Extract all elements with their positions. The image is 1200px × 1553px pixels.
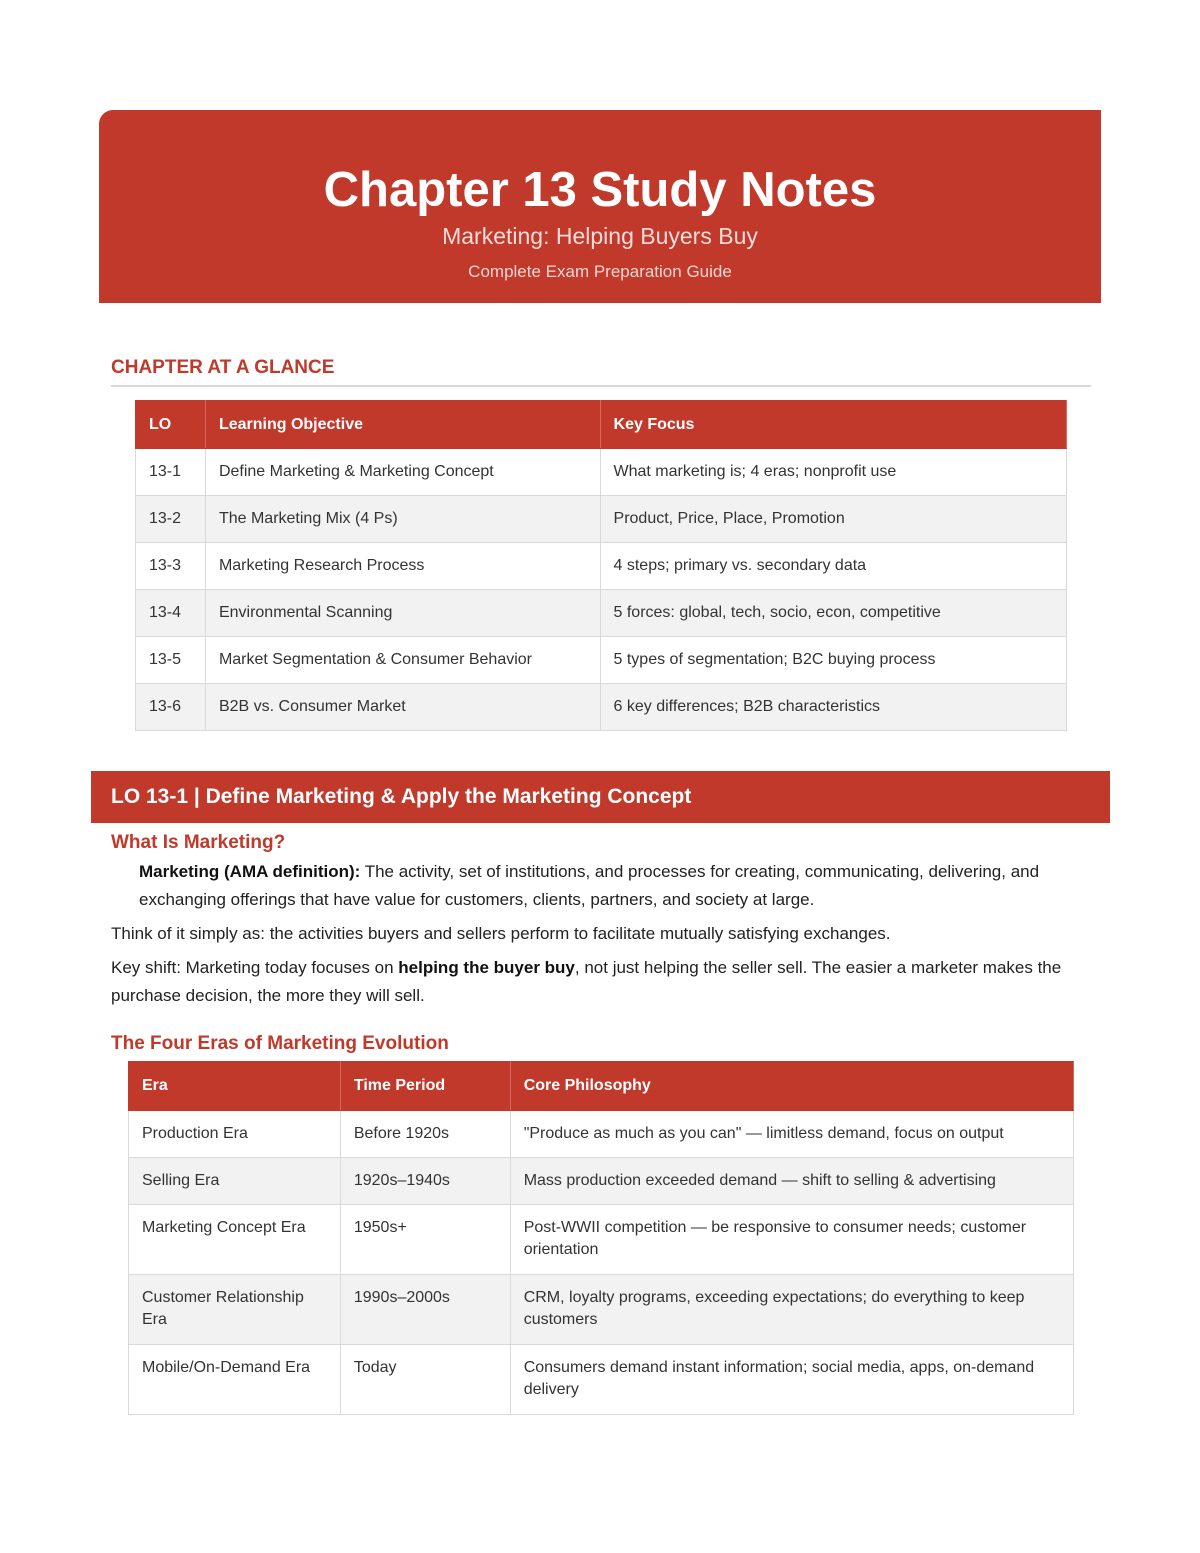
table-cell: 4 steps; primary vs. secondary data — [600, 543, 1066, 590]
table-cell: Market Segmentation & Consumer Behavior — [205, 637, 600, 684]
table-cell: Define Marketing & Marketing Concept — [205, 449, 600, 496]
table-cell: 6 key differences; B2B characteristics — [600, 684, 1066, 731]
table-cell: 13-2 — [136, 496, 206, 543]
table-row — [129, 1158, 1074, 1205]
table-row — [136, 684, 1067, 731]
table-row — [129, 1111, 1074, 1158]
table-row — [129, 1345, 1074, 1415]
eras-table — [128, 1061, 1074, 1415]
column-header: Key Focus — [600, 401, 1066, 449]
table-cell: Today — [340, 1345, 510, 1415]
table-cell: B2B vs. Consumer Market — [205, 684, 600, 731]
what-is-marketing-heading: What Is Marketing? — [111, 832, 286, 853]
key-shift-paragraph — [111, 954, 1101, 1010]
table-cell: Before 1920s — [340, 1111, 510, 1158]
table-cell: "Produce as much as you can" — limitless demand, focus on output — [510, 1111, 1073, 1158]
glance-heading: CHAPTER AT A GLANCE — [111, 357, 335, 378]
definition-term: Marketing (AMA definition): — [139, 862, 361, 881]
shift-emphasis: helping the buyer buy — [398, 958, 575, 977]
column-header: Learning Objective — [205, 401, 600, 449]
table-cell: Customer Relationship Era — [129, 1275, 341, 1345]
table-cell: 13-3 — [136, 543, 206, 590]
table-cell: Consumers demand instant information; social media, apps, on-demand delivery — [510, 1345, 1073, 1415]
marketing-definition — [139, 858, 1099, 914]
glance-divider — [111, 385, 1091, 387]
table-cell: 13-5 — [136, 637, 206, 684]
table-cell: Mass production exceeded demand — shift to selling & advertising — [510, 1158, 1073, 1205]
table-cell: 13-6 — [136, 684, 206, 731]
table-cell: Post-WWII competition — be responsive to consumer needs; customer orientation — [510, 1205, 1073, 1275]
table-cell: Product, Price, Place, Promotion — [600, 496, 1066, 543]
shift-suffix: , not just helping the seller sell. The easier a marketer makes the purchase decision, the more they will sell. — [111, 958, 1062, 1005]
table-cell: 1990s–2000s — [340, 1275, 510, 1345]
table-cell: What marketing is; 4 eras; nonprofit use — [600, 449, 1066, 496]
definition-text: The activity, set of institutions, and processes for creating, communicating, delivering, and exchanging offerings that have value for customers, clients, partners, and society at large. — [139, 862, 1040, 909]
page-title: Chapter 13 Study Notes — [323, 163, 877, 217]
page-tagline: Complete Exam Preparation Guide — [468, 262, 732, 281]
table-cell: Production Era — [129, 1111, 341, 1158]
column-header: LO — [136, 401, 206, 449]
page-subtitle: Marketing: Helping Buyers Buy — [442, 223, 758, 249]
shift-prefix: Key shift: Marketing today focuses on — [111, 958, 399, 977]
column-header: Time Period — [340, 1062, 510, 1111]
table-cell: CRM, loyalty programs, exceeding expectations; do everything to keep customers — [510, 1275, 1073, 1345]
eras-heading: The Four Eras of Marketing Evolution — [111, 1033, 449, 1054]
column-header: Core Philosophy — [510, 1062, 1073, 1111]
table-row — [129, 1205, 1074, 1275]
table-header-row — [129, 1062, 1074, 1111]
table-cell: Mobile/On-Demand Era — [129, 1345, 341, 1415]
title-banner — [99, 110, 1101, 303]
lo-section-bar: LO 13-1 | Define Marketing & Apply the Marketing Concept — [91, 771, 1110, 823]
glance-table — [135, 400, 1067, 731]
table-row — [129, 1275, 1074, 1345]
table-cell: 13-4 — [136, 590, 206, 637]
table-row — [136, 449, 1067, 496]
table-cell: 13-1 — [136, 449, 206, 496]
table-cell: Environmental Scanning — [205, 590, 600, 637]
table-cell: The Marketing Mix (4 Ps) — [205, 496, 600, 543]
table-cell: 1950s+ — [340, 1205, 510, 1275]
table-cell: Selling Era — [129, 1158, 341, 1205]
table-header-row — [136, 401, 1067, 449]
table-cell: 5 types of segmentation; B2C buying process — [600, 637, 1066, 684]
column-header: Era — [129, 1062, 341, 1111]
table-cell: Marketing Concept Era — [129, 1205, 341, 1275]
table-cell: 5 forces: global, tech, socio, econ, competitive — [600, 590, 1066, 637]
simple-explanation: Think of it simply as: the activities buyers and sellers perform to facilitate mutually satisfying exchanges. — [111, 924, 891, 943]
table-row — [136, 637, 1067, 684]
table-row — [136, 543, 1067, 590]
table-cell: 1920s–1940s — [340, 1158, 510, 1205]
table-row — [136, 590, 1067, 637]
table-cell: Marketing Research Process — [205, 543, 600, 590]
table-row — [136, 496, 1067, 543]
